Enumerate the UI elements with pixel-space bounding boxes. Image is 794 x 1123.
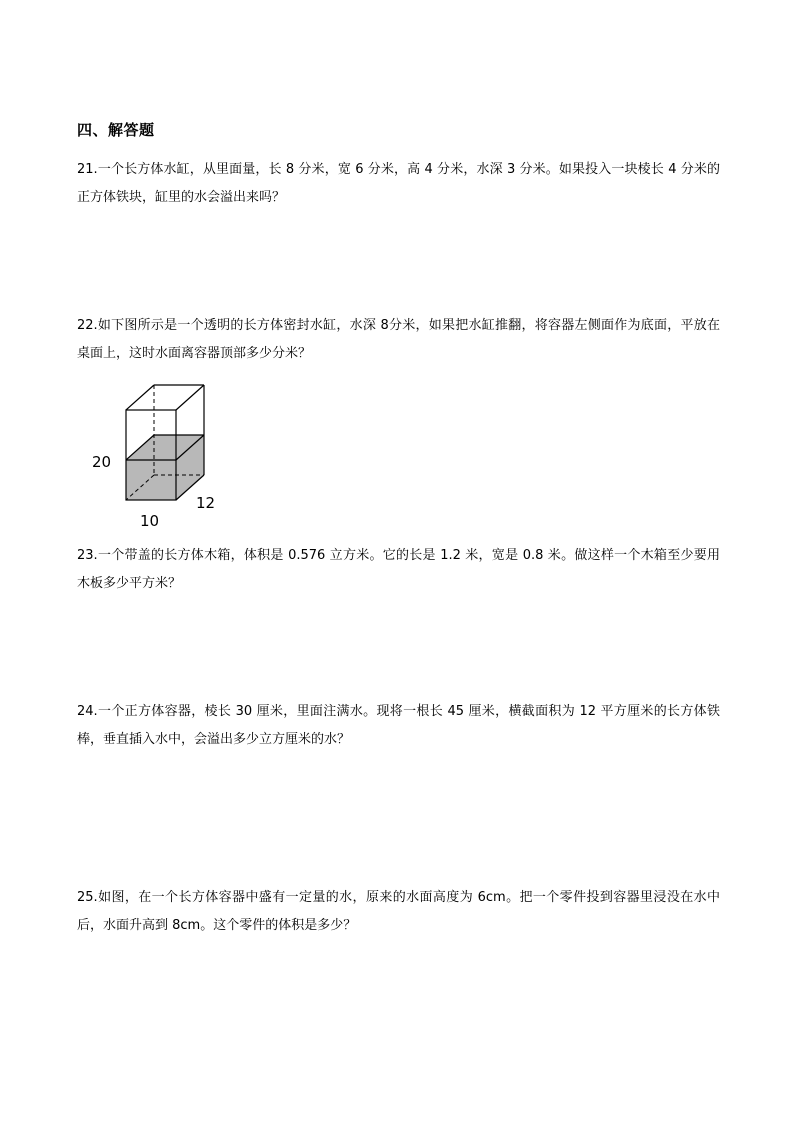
question-23 [77, 542, 720, 598]
question-number: 22. [77, 318, 98, 333]
question-number: 21. [77, 162, 98, 177]
water-front-face [126, 460, 176, 500]
question-number: 23. [77, 548, 98, 563]
question-text: 如图，在一个长方体容器中盛有一定量的水，原来的水面高度为 6cm。把一个零件投到容器里浸没在水中后，水面升高到 8cm。这个零件的体积是多少？ [77, 890, 720, 933]
height-label: 20 [92, 453, 112, 471]
section-title: 四、解答题 [77, 121, 155, 139]
tank-diagram [86, 380, 226, 530]
question-number: 25. [77, 890, 98, 905]
width-label: 10 [140, 512, 160, 530]
tank-diagram-svg [86, 380, 226, 530]
question-22 [77, 312, 720, 368]
question-24 [77, 698, 720, 754]
depth-label: 12 [196, 494, 216, 512]
question-number: 24. [77, 704, 98, 719]
question-text: 一个带盖的长方体木箱，体积是 0.576 立方米。它的长是 1.2 米，宽是 0.8 米。做这样一个木箱至少要用木板多少平方米？ [77, 548, 720, 591]
question-text: 一个长方体水缸，从里面量，长 8 分米，宽 6 分米，高 4 分米，水深 3 分米。如果投入一块棱长 4 分米的正方体铁块，缸里的水会溢出来吗？ [77, 162, 720, 205]
question-text: 如下图所示是一个透明的长方体密封水缸，水深 8分米，如果把水缸推翻，将容器左侧面作为底面，平放在桌面上，这时水面离容器顶部多少分米？ [77, 318, 720, 361]
question-25 [77, 884, 720, 940]
question-21 [77, 156, 720, 212]
question-text: 一个正方体容器，棱长 30 厘米，里面注满水。现将一根长 45 厘米，横截面积为 12 平方厘米的长方体铁棒，垂直插入水中，会溢出多少立方厘米的水？ [77, 704, 720, 747]
